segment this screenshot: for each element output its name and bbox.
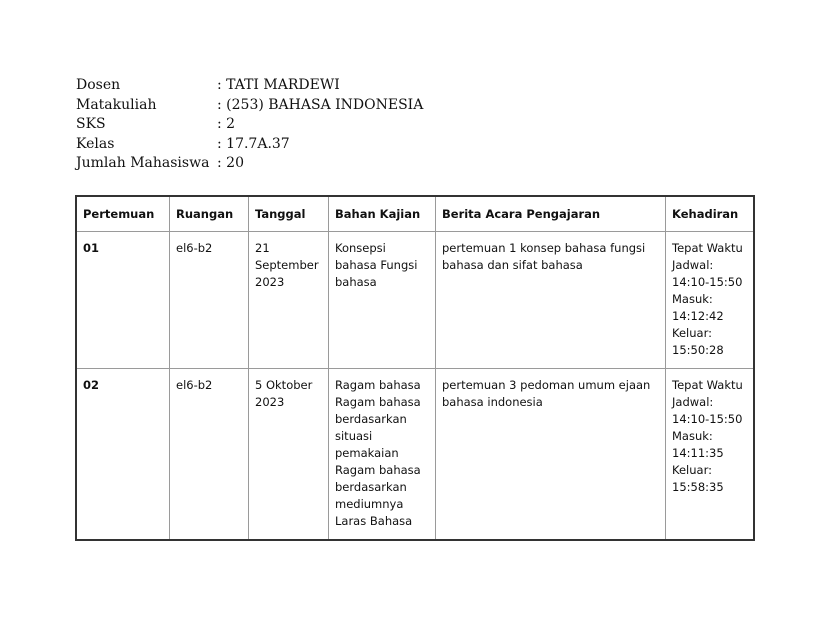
ruangan-cell: el6-b2 — [170, 369, 249, 540]
sks-value: : 2 — [217, 116, 236, 132]
sks-row — [76, 115, 423, 135]
jumlah-label: Jumlah Mahasiswa — [76, 155, 210, 171]
column-header-tanggal: Tanggal — [249, 196, 329, 232]
pertemuan-cell: 02 — [76, 369, 170, 540]
ruangan-cell: el6-b2 — [170, 232, 249, 369]
dosen-label: Dosen — [76, 77, 121, 93]
jumlah-value: : 20 — [217, 155, 244, 171]
column-header-pertemuan: Pertemuan — [76, 196, 170, 232]
berita-acara-cell: pertemuan 3 pedoman umum ejaan bahasa indonesia — [436, 369, 666, 540]
pertemuan-cell: 01 — [76, 232, 170, 369]
column-header-ruangan: Ruangan — [170, 196, 249, 232]
tanggal-cell: 5 Oktober 2023 — [249, 369, 329, 540]
column-header-kehadiran: Kehadiran — [666, 196, 755, 232]
table-row — [76, 232, 754, 369]
attendance-table — [75, 195, 755, 541]
kehadiran-cell: Tepat Waktu Jadwal: 14:10-15:50 Masuk: 14:11:35 Keluar: 15:58:35 — [666, 369, 755, 540]
matakuliah-value: : (253) BAHASA INDONESIA — [217, 96, 424, 113]
kehadiran-cell: Tepat Waktu Jadwal: 14:10-15:50 Masuk: 14:12:42 Keluar: 15:50:28 — [666, 232, 755, 369]
sks-label: SKS — [76, 116, 106, 132]
kelas-row — [76, 135, 423, 155]
bahan-kajian-cell: Ragam bahasa Ragam bahasa berdasarkan situasi pemakaian Ragam bahasa berdasarkan mediumnya Laras Bahasa — [329, 369, 436, 540]
kelas-label: Kelas — [76, 135, 115, 152]
column-header-bahan-kajian: Bahan Kajian — [329, 196, 436, 232]
berita-acara-cell: pertemuan 1 konsep bahasa fungsi bahasa dan sifat bahasa — [436, 232, 666, 369]
tanggal-cell: 21 September 2023 — [249, 232, 329, 369]
course-header — [76, 76, 423, 174]
table-row — [76, 369, 754, 540]
bahan-kajian-cell: Konsepsi bahasa Fungsi bahasa — [329, 232, 436, 369]
column-header-berita-acara: Berita Acara Pengajaran — [436, 196, 666, 232]
table-header-row — [76, 196, 754, 232]
dosen-row — [76, 76, 423, 96]
jumlah-row — [76, 154, 423, 174]
matakuliah-label: Matakuliah — [76, 96, 157, 113]
dosen-value: : TATI MARDEWI — [217, 77, 340, 93]
matakuliah-row — [76, 96, 423, 116]
kelas-value: : 17.7A.37 — [217, 135, 290, 152]
